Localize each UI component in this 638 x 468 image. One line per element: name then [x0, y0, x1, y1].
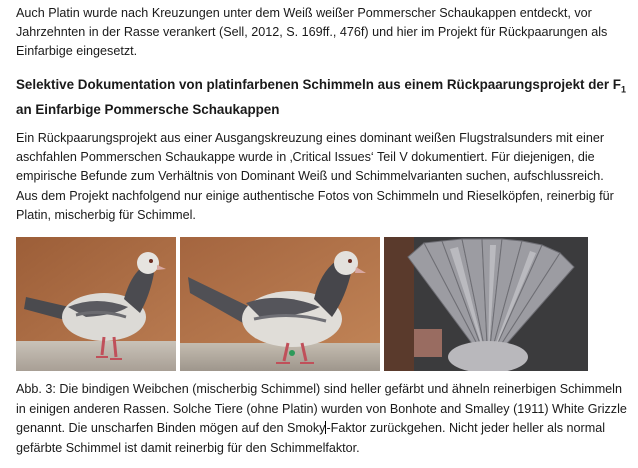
pigeon-photo-2-image: [180, 237, 380, 371]
caption-text: Abb. 3: Die bindigen Weibchen (mischerbig Schimmel) sind heller gefärbt und ähneln reinerbigen Schimmeln in einigen anderen Rassen. Solche Tiere (ohne Platin) wurden von Bonhote and Smalley (1911) White Grizzle genannt. Die unscharfen Binden mögen auf den Smoky: [16, 382, 627, 436]
section-heading: [16, 75, 628, 121]
body-paragraph: Ein Rückpaarungsprojekt aus einer Ausgangskreuzung eines dominant weißen Flugstralsunders mit einer aschfahlen Pommerschen Schaukappe wurde in ‚Critical Issues‘ Teil V dokumentiert. Für diejenigen, die empirische Befunde zum Verhältnis von Dominant Weiß und Schimmelvarianten suchen, aufschlussreich. Aus dem Projekt nachfolgend nur einige authentische Fotos von Schimmeln und Rieselköpfen, reinerbig für Platin, mischerbig für Schimmel.: [16, 131, 614, 222]
intro-paragraph: Auch Platin wurde nach Kreuzungen unter dem Weiß weißer Pommerscher Schaukappen entdeckt, vor Jahrzehnten in der Rasse verankert (Sell, 2012, S. 169ff., 476f) und hier im Projekt für Rückpaarungen als Einfarbige eingesetzt.: [16, 6, 608, 59]
pigeon-photo-3-image: [384, 237, 588, 371]
figure-caption: [16, 380, 628, 458]
heading-text-part2: an Einfarbige Pommersche Schaukappen: [16, 102, 280, 118]
photo-pigeon-tail: [384, 237, 588, 371]
caption-text-continued: -Faktor zurückgehen. Nicht jeder heller als normal gefärbte Schimmel ist damit reinerbig für den Schimmelfaktor.: [16, 421, 606, 455]
heading-subscript: 1: [620, 84, 626, 95]
photo-pigeon-female-2: [180, 237, 380, 371]
photo-row: [16, 237, 588, 371]
pigeon-photo-1-image: [16, 237, 176, 371]
photo-pigeon-female-1: [16, 237, 176, 371]
heading-text-part1: Selektive Dokumentation von platinfarbenen Schimmeln aus einem Rückpaarungsprojekt der F: [16, 77, 621, 92]
